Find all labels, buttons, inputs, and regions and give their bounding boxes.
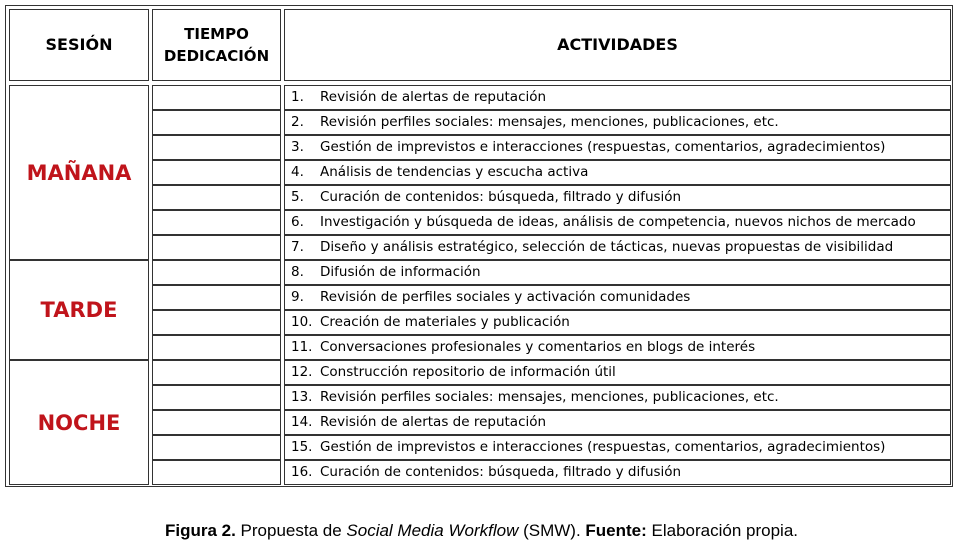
caption-italic: Social Media Workflow bbox=[346, 521, 519, 540]
activity-text: Construcción repositorio de información útil bbox=[320, 364, 616, 380]
activity-row bbox=[284, 85, 951, 110]
caption-label: Figura 2. bbox=[164, 521, 236, 540]
activity-text: Conversaciones profesionales y comentarios en blogs de interés bbox=[320, 339, 756, 355]
time-cell bbox=[152, 310, 281, 335]
activity-row bbox=[284, 285, 951, 310]
activity-row bbox=[284, 360, 951, 385]
activity-row bbox=[284, 210, 951, 235]
time-cell bbox=[152, 160, 281, 185]
time-cell bbox=[152, 210, 281, 235]
activity-number: 6. bbox=[291, 214, 304, 230]
activity-text: Curación de contenidos: búsqueda, filtrado y difusión bbox=[320, 464, 682, 480]
header-time-line2: DEDICACIÓN bbox=[163, 47, 270, 65]
header-activities bbox=[284, 9, 951, 81]
activity-row bbox=[284, 185, 951, 210]
activity-row bbox=[284, 135, 951, 160]
activity-text: Investigación y búsqueda de ideas, análisis de competencia, nuevos nichos de mercado bbox=[320, 214, 916, 230]
session-label-tarde: TARDE bbox=[40, 298, 118, 322]
activity-number: 15. bbox=[291, 439, 313, 455]
activity-row bbox=[284, 435, 951, 460]
session-cell-noche bbox=[9, 360, 149, 485]
caption-text-before: Propuesta de bbox=[235, 521, 347, 540]
activity-number: 8. bbox=[291, 264, 304, 280]
time-cell bbox=[152, 435, 281, 460]
activity-row bbox=[284, 410, 951, 435]
activity-text: Gestión de imprevistos e interacciones (respuestas, comentarios, agradecimientos) bbox=[320, 139, 886, 155]
activity-text: Revisión de alertas de reputación bbox=[320, 414, 547, 430]
time-cell bbox=[152, 135, 281, 160]
activity-number: 11. bbox=[291, 339, 313, 355]
time-cell bbox=[152, 185, 281, 210]
header-session bbox=[9, 9, 149, 81]
activity-text: Revisión de perfiles sociales y activación comunidades bbox=[320, 289, 691, 305]
caption-text-after: (SMW). bbox=[518, 521, 586, 540]
activity-number: 7. bbox=[291, 239, 304, 255]
activity-text: Curación de contenidos: búsqueda, filtrado y difusión bbox=[320, 189, 682, 205]
activity-number: 13. bbox=[291, 389, 313, 405]
activity-text: Diseño y análisis estratégico, selección de tácticas, nuevas propuestas de visibilidad bbox=[320, 239, 894, 255]
activity-number: 4. bbox=[291, 164, 304, 180]
time-cell bbox=[152, 235, 281, 260]
header-time bbox=[152, 9, 281, 81]
activity-row bbox=[284, 110, 951, 135]
time-cell bbox=[152, 85, 281, 110]
caption-source-label: Fuente: bbox=[585, 521, 647, 540]
activity-text: Revisión de alertas de reputación bbox=[320, 89, 547, 105]
time-cell bbox=[152, 285, 281, 310]
time-cell bbox=[152, 360, 281, 385]
activity-row bbox=[284, 235, 951, 260]
activity-number: 5. bbox=[291, 189, 304, 205]
activity-number: 16. bbox=[291, 464, 313, 480]
activity-row bbox=[284, 460, 951, 485]
activity-text: Revisión perfiles sociales: mensajes, menciones, publicaciones, etc. bbox=[320, 389, 779, 405]
time-cell bbox=[152, 110, 281, 135]
header-session-label: SESIÓN bbox=[45, 35, 113, 54]
session-cell-manana bbox=[9, 85, 149, 260]
figure-caption bbox=[0, 520, 963, 542]
activity-text: Gestión de imprevistos e interacciones (respuestas, comentarios, agradecimientos) bbox=[320, 439, 886, 455]
activity-number: 2. bbox=[291, 114, 304, 130]
time-cell bbox=[152, 385, 281, 410]
header-activities-label: ACTIVIDADES bbox=[557, 35, 678, 54]
activity-row bbox=[284, 160, 951, 185]
activity-number: 10. bbox=[291, 314, 313, 330]
activity-row bbox=[284, 335, 951, 360]
activity-number: 14. bbox=[291, 414, 313, 430]
header-time-line1: TIEMPO bbox=[184, 25, 249, 43]
session-label-noche: NOCHE bbox=[37, 410, 121, 435]
time-cell bbox=[152, 460, 281, 485]
activity-number: 9. bbox=[291, 289, 304, 305]
activity-number: 3. bbox=[291, 139, 304, 155]
session-cell-tarde bbox=[9, 260, 149, 360]
activity-row bbox=[284, 310, 951, 335]
time-cell bbox=[152, 410, 281, 435]
activity-number: 1. bbox=[291, 89, 304, 105]
activity-text: Análisis de tendencias y escucha activa bbox=[320, 164, 589, 180]
activity-text: Creación de materiales y publicación bbox=[320, 314, 570, 330]
time-cell bbox=[152, 335, 281, 360]
activity-row bbox=[284, 260, 951, 285]
activity-row bbox=[284, 385, 951, 410]
activity-text: Difusión de información bbox=[320, 264, 481, 280]
time-cell bbox=[152, 260, 281, 285]
caption-source-text: Elaboración propia. bbox=[646, 521, 799, 540]
activity-number: 12. bbox=[291, 364, 313, 380]
activity-text: Revisión perfiles sociales: mensajes, menciones, publicaciones, etc. bbox=[320, 114, 779, 130]
session-label-manana: MAÑANA bbox=[26, 160, 132, 185]
